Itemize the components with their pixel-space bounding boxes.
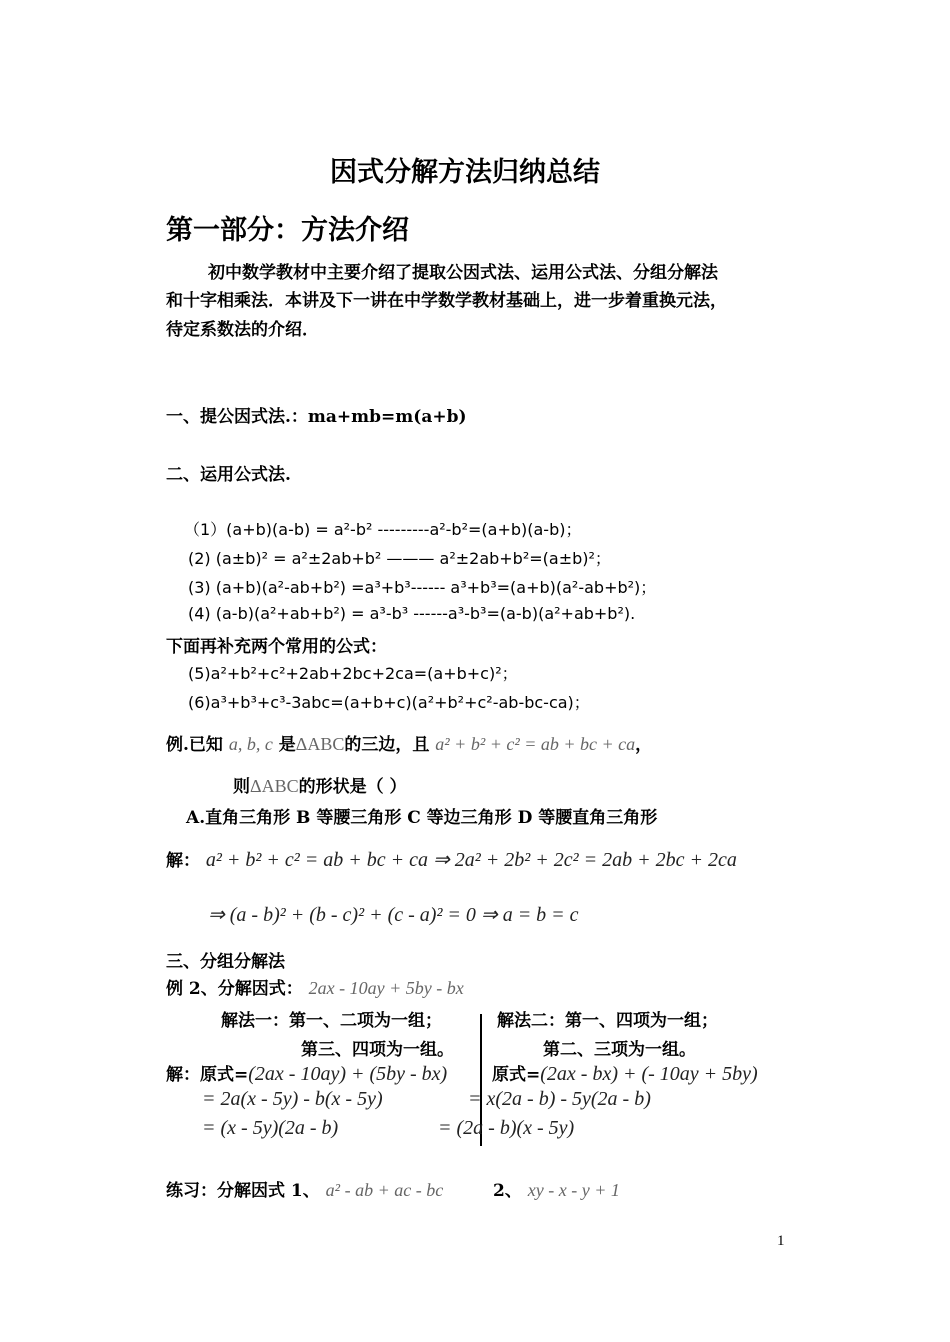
solution-right-expr-1: (2ax - bx) + (- 10ay + 5by) [540,1063,758,1085]
example-1-triangle: ΔABC [295,734,345,754]
solution-left-line-1 [166,1060,447,1086]
example-1-lead: 例.已知 [166,735,223,755]
solution-left-line-3: = (x - 5y)(2a - b) [202,1117,339,1139]
example-1-tail: ， [635,735,653,755]
part-heading: 第一部分：方法介绍 [166,215,409,246]
practice-num-2: 2、 [493,1181,522,1201]
example-1-condition: a² + b² + c² = ab + bc + ca [435,734,636,754]
example-1-question-post: 的形状是（ ） [298,777,407,797]
example-1-solution [166,846,737,872]
example-2-lead: 例 2、分解因式： [166,979,303,999]
example-2-statement [166,974,464,999]
example-1-solution-line-1: a² + b² + c² = ab + bc + ca ⇒ 2a² + 2b² + 2c² = 2ab + 2bc + 2ca [205,849,737,871]
page-title: 因式分解方法归纳总结 [330,157,600,188]
formula-2: (2) (a±b)² = a²±2ab+b² ——— a²±2ab+b²=(a±b)²； [188,549,611,568]
intro-line-3: 待定系数法的介绍． [166,320,319,340]
supplement-heading: 下面再补充两个常用的公式： [166,637,387,657]
method-2-line-1: 解法二：第一、四项为一组； [497,1011,718,1031]
example-1-mid: 是 [278,735,296,755]
example-1-mid2: 的三边，且 [344,735,430,755]
solution-left-expr-1: (2ax - 10ay) + (5by - bx) [248,1063,448,1085]
section-3-heading: 三、分组分解法 [166,952,285,972]
formula-4: (4) (a-b)(a²+ab+b²) = a³-b³ ------a³-b³=(a-b)(a²+ab+b²). [188,604,636,623]
page-number: 1 [777,1233,785,1249]
solution-left-line-2: = 2a(x - 5y) - b(x - 5y) [202,1088,383,1110]
method-1-line-2: 第三、四项为一组。 [301,1040,454,1060]
section-1-heading: 一、提公因式法.：ma+mb=m(a+b) [166,407,467,427]
formula-3: (3) (a+b)(a²-ab+b²) =a³+b³------ a³+b³=(a+b)(a²-ab+b²)； [188,578,657,597]
intro-line-1: 初中数学教材中主要介绍了提取公因式法、运用公式法、分组分解法 [208,263,718,283]
method-2-line-2: 第二、三项为一组。 [543,1040,696,1060]
intro-line-2: 和十字相乘法．本讲及下一讲在中学数学教材基础上，进一步着重换元法， [166,291,727,311]
method-1-line-1: 解法一：第一、二项为一组； [221,1011,442,1031]
solution-right-label: 原式= [492,1065,541,1085]
example-1-solution-line-2: ⇒ (a - b)² + (b - c)² + (c - a)² = 0 ⇒ a = b = c [208,904,579,926]
formula-5: (5)a²+b²+c²+2ab+2bc+2ca=(a+b+c)²； [188,664,518,683]
example-1-options: A.直角三角形 B 等腰三角形 C 等边三角形 D 等腰直角三角形 [186,808,658,828]
formula-1: （1）(a+b)(a-b) = a²-b² ---------a²-b²=(a+b)(a-b)； [184,520,582,539]
practice-expr-1: a² - ab + ac - bc [325,1180,444,1200]
solution-right-line-3: = (2a - b)(x - 5y) [438,1117,575,1139]
formula-6: (6)a³+b³+c³-3abc=(a+b+c)(a²+b²+c²-ab-bc-ca)； [188,693,590,712]
example-1-vars: a, b, c [228,734,273,754]
example-1-question-pre: 则 [233,777,250,797]
solution-right-line-2: = x(2a - b) - 5y(2a - b) [468,1088,651,1110]
practice-lead: 练习：分解因式 1、 [166,1181,320,1201]
example-1-solution-label: 解： [166,851,200,871]
practice-expr-2: xy - x - y + 1 [527,1180,620,1200]
section-2-heading: 二、运用公式法. [166,465,291,485]
example-1-question-triangle: ΔABC [250,776,299,796]
example-1-statement [166,730,652,755]
example-1-question [233,772,407,797]
solution-left-label: 解：原式= [166,1065,249,1085]
practice-line [166,1176,620,1201]
example-2-expr: 2ax - 10ay + 5by - bx [308,978,464,998]
solution-right-line-1 [492,1060,758,1086]
